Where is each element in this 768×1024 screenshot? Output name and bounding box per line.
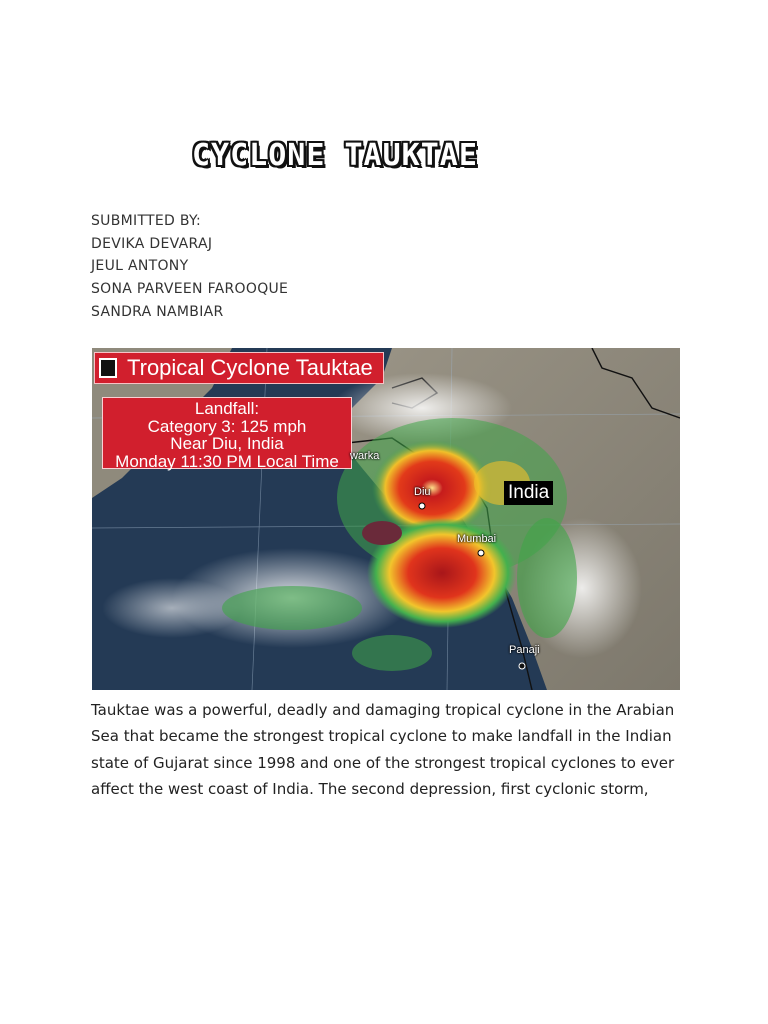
document-title: CYCLONE TAUKTAE	[192, 138, 478, 173]
landfall-line: Category 3: 125 mph	[147, 416, 307, 436]
author-name: SONA PARVEEN FAROOQUE	[91, 281, 289, 298]
submitted-by-label: SUBMITTED BY:	[91, 213, 202, 229]
landfall-line: Monday 11:30 PM Local Time	[115, 451, 339, 471]
figure-header-banner	[94, 352, 384, 384]
place-label-panaji: Panaji	[509, 644, 540, 656]
submitted-by-block	[91, 210, 288, 324]
landfall-line: Landfall:	[194, 399, 260, 418]
author-name: JEUL ANTONY	[91, 258, 189, 275]
body-paragraph: Tauktae was a powerful, deadly and damaging tropical cyclone in the Arabian Sea that became the strongest tropical cyclone to make landfall in the Indian state of Gujarat since 1998 and one of the strongest tropical cyclones to ever affect the west coast of India. The second depression, first cyclonic storm,	[91, 701, 675, 799]
place-label-diu: Diu	[414, 486, 431, 498]
landfall-line: Near Diu, India	[170, 434, 284, 453]
author-name: SANDRA NAMBIAR	[91, 303, 224, 320]
place-label-dwarka: warka	[350, 450, 380, 462]
landfall-info-box	[102, 397, 352, 469]
author-name: DEVIKA DEVARAJ	[91, 235, 213, 252]
place-label-india: India	[504, 481, 553, 505]
figure-header-text: Tropical Cyclone Tauktae	[127, 355, 373, 380]
banner-square-icon	[99, 358, 117, 378]
place-label-mumbai: Mumbai	[457, 533, 497, 545]
cyclone-satellite-image	[92, 348, 680, 690]
